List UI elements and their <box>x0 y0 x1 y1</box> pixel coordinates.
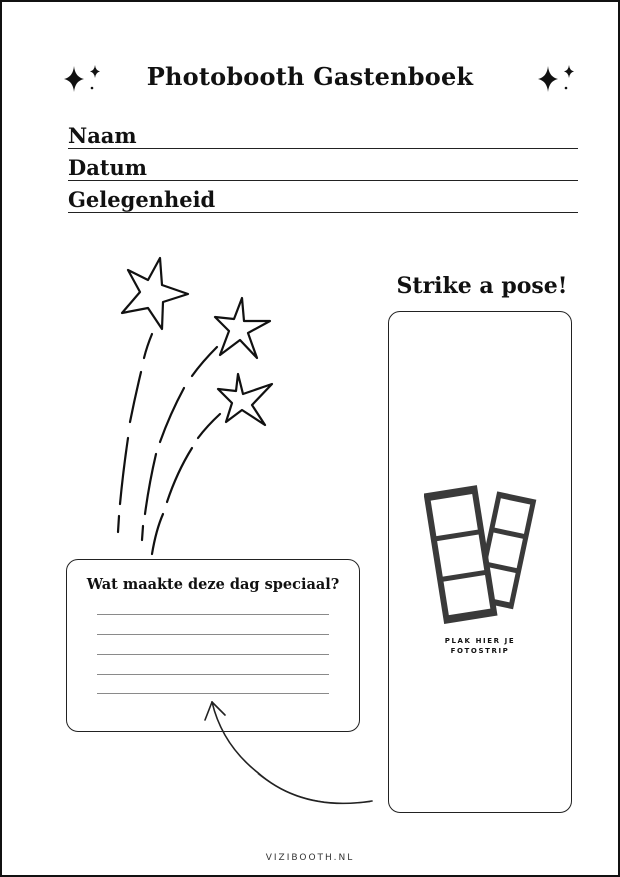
answer-line[interactable] <box>97 693 329 694</box>
star-icon <box>215 298 270 358</box>
photo-strip-icon <box>424 476 540 626</box>
name-label: Naam <box>68 123 137 148</box>
page-title: Photobooth Gastenboek <box>146 62 474 91</box>
photo-strip-label-line1: PLAK HIER JE <box>444 637 516 645</box>
question-box <box>66 559 360 732</box>
photo-strip-label <box>402 636 558 656</box>
date-label: Datum <box>68 155 148 180</box>
streak-line <box>120 438 128 504</box>
streak-line <box>160 388 184 442</box>
strike-a-pose-heading: Strike a pose! <box>396 273 568 299</box>
star-icon <box>218 374 272 425</box>
streak-line <box>130 372 141 422</box>
footer-brand: VIZIBOOTH.NL <box>265 853 355 863</box>
streak-line <box>142 526 143 540</box>
photo-strip-label-line2: FOTOSTRIP <box>450 647 510 655</box>
question-text: Wat maakte deze dag speciaal? <box>86 576 340 593</box>
answer-line[interactable] <box>97 614 329 615</box>
streak-line <box>167 448 192 502</box>
answer-line[interactable] <box>97 674 329 675</box>
streak-line <box>145 454 156 514</box>
occasion-label: Gelegenheid <box>68 187 216 212</box>
streak-line <box>152 514 163 554</box>
answer-line[interactable] <box>97 654 329 655</box>
streak-line <box>144 334 152 358</box>
streak-line <box>118 516 119 532</box>
streak-line <box>198 414 220 438</box>
streak-line <box>192 347 217 376</box>
star-icon <box>122 258 188 329</box>
answer-line[interactable] <box>97 634 329 635</box>
